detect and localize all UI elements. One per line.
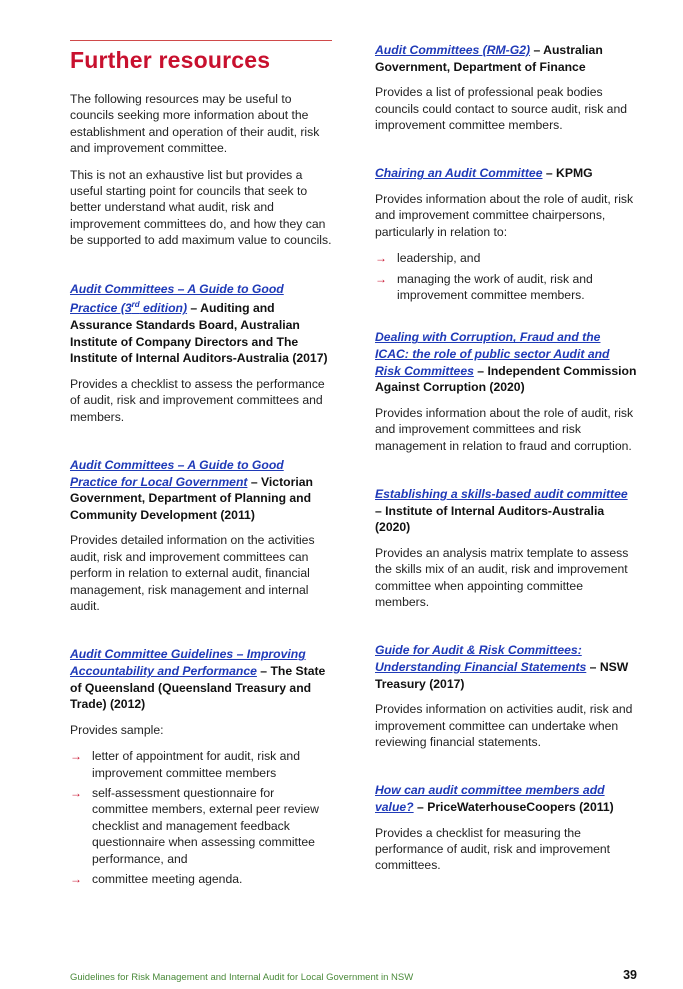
resource-link-aasb[interactable]: Audit Committees – A Guide to Good Practice (3rd edition) — [70, 281, 284, 316]
resource-link-iia[interactable]: Establishing a skills-based audit committee — [375, 487, 628, 502]
resource-desc: Provides an analysis matrix template to assess the skills mix of an audit, risk and improvement committee when appointing committee members. — [375, 545, 629, 610]
resource-desc: Provides a list of professional peak bodies councils could contact to source audit, risk and improvement committee members. — [375, 85, 628, 132]
resource-heading-icac: Dealing with Corruption, Fraud and the ICAC: the role of public sector Audit and Risk Committees – Independent Commission Against Corruption (2020) — [375, 330, 637, 395]
resource-org: The State of Queensland (Queensland Treasury and Trade) (2012) — [70, 663, 326, 712]
list-item: → leadership, and — [375, 251, 481, 266]
right-column — [375, 42, 637, 884]
arrow-right-icon: → — [375, 271, 387, 286]
resource-heading-kpmg: Chairing an Audit Committee – KPMG — [375, 166, 593, 181]
bullet-list — [70, 748, 332, 887]
resource-heading-pwc: How can audit committee members add value? – PriceWaterhouseCoopers (2011) — [375, 783, 614, 815]
list-item: → letter of appointment for audit, risk and improvement committee members — [70, 749, 300, 780]
left-column — [70, 40, 332, 891]
page-title: Further resources — [70, 47, 271, 73]
intro-paragraph-2: This is not an exhaustive list but provides a useful starting point for councils that seek to better understand what audit, risk and improvement committees do, and how they can be supported to add maximum value to councils. — [70, 167, 332, 248]
resource-org: KPMG — [556, 166, 593, 181]
resource-desc: Provides detailed information on the activities audit, risk and improvement committees can perform in relation to external audit, financial management, risk management and internal audit. — [70, 533, 315, 613]
resource-desc: Provides a checklist for measuring the performance of audit, risk and improvement committees. — [375, 825, 611, 873]
resource-org: Institute of Internal Auditors-Australia (2020) — [375, 503, 605, 535]
resource-link-pwc[interactable]: How can audit committee members add value? — [375, 783, 605, 815]
bullet-list — [375, 250, 637, 303]
resource-link-finance[interactable]: Audit Committees (RM-G2) — [375, 43, 531, 57]
resource-heading-queensland: Audit Committee Guidelines – Improving Accountability and Performance – The State of Queensland (Queensland Treasury and Trade) (2012) — [70, 647, 326, 712]
resource-link-queensland[interactable]: Audit Committee Guidelines – Improving Accountability and Performance — [70, 647, 306, 678]
resource-heading-finance: Audit Committees (RM-G2) – Australian Government, Department of Finance — [375, 43, 603, 74]
resource-link-kpmg[interactable]: Chairing an Audit Committee — [375, 166, 543, 181]
arrow-right-icon: → — [70, 749, 82, 764]
resource-heading-iia: Establishing a skills-based audit committee – Institute of Internal Auditors-Australia (2020) — [375, 487, 628, 535]
arrow-right-icon: → — [70, 871, 82, 886]
resource-org: Australian Government, Department of Finance — [375, 43, 603, 74]
resource-org: Independent Commission Against Corruption (2020) — [375, 363, 637, 395]
resource-link-treasury[interactable]: Guide for Audit & Risk Committees: Understanding Financial Statements — [375, 643, 587, 675]
page-footer: Guidelines for Risk Management and Internal Audit for Local Government in NSW — [70, 972, 414, 983]
list-item: → managing the work of audit, risk and improvement committee members. — [375, 271, 593, 303]
resource-heading-aasb: Audit Committees – A Guide to Good Practice (3rd edition) – Auditing and Assurance Standards Board, Australian Institute of Company Directors and The Institute of Internal Auditors-Australia (2017) — [70, 281, 328, 366]
intro-paragraph-1: The following resources may be useful to councils seeking more information about the establishment and operation of their audit, risk and improvement committee. — [70, 92, 320, 156]
resource-desc: Provides information on activities audit, risk and improvement committee can undertake when reviewing financial statements. — [375, 702, 633, 750]
title-rule — [70, 40, 332, 41]
arrow-right-icon: → — [70, 785, 82, 800]
resource-org: Auditing and Assurance Standards Board, Australian Institute of Company Directors and The Institute of Internal Auditors-Australia (2017) — [70, 301, 328, 366]
resource-heading-victoria: Audit Committees – A Guide to Good Practice for Local Government – Victorian Government, Department of Planning and Community Development (2011) — [70, 457, 313, 522]
resource-desc: Provides information about the role of audit, risk and improvement committee chairpersons, particularly in relation to: — [375, 192, 634, 239]
list-item: → committee meeting agenda. — [70, 871, 243, 886]
resource-link-victoria[interactable]: Audit Committees – A Guide to Good Practice for Local Government — [70, 457, 284, 489]
resource-heading-treasury: Guide for Audit & Risk Committees: Understanding Financial Statements – NSW Treasury (2017) — [375, 643, 629, 691]
resource-org: Victorian Government, Department of Planning and Community Development (2011) — [70, 474, 313, 522]
resource-link-icac[interactable]: Dealing with Corruption, Fraud and the ICAC: the role of public sector Audit and Risk Committees — [375, 330, 610, 378]
resource-desc: Provides sample: — [70, 722, 164, 737]
resource-org: NSW Treasury (2017) — [375, 660, 629, 691]
resource-desc: Provides a checklist to assess the performance of audit, risk and improvement committees and members. — [70, 376, 325, 424]
resource-org: PriceWaterhouseCoopers (2011) — [427, 800, 614, 815]
list-item: → self-assessment questionnaire for committee members, external peer review checklist and management feedback questionnaire when assessing committee performance, and — [70, 785, 319, 866]
page-number: 39 — [623, 968, 637, 982]
resource-desc: Provides information about the role of audit, risk and improvement committees and risk management in relation to fraud and corruption. — [375, 405, 634, 453]
arrow-right-icon: → — [375, 251, 387, 266]
